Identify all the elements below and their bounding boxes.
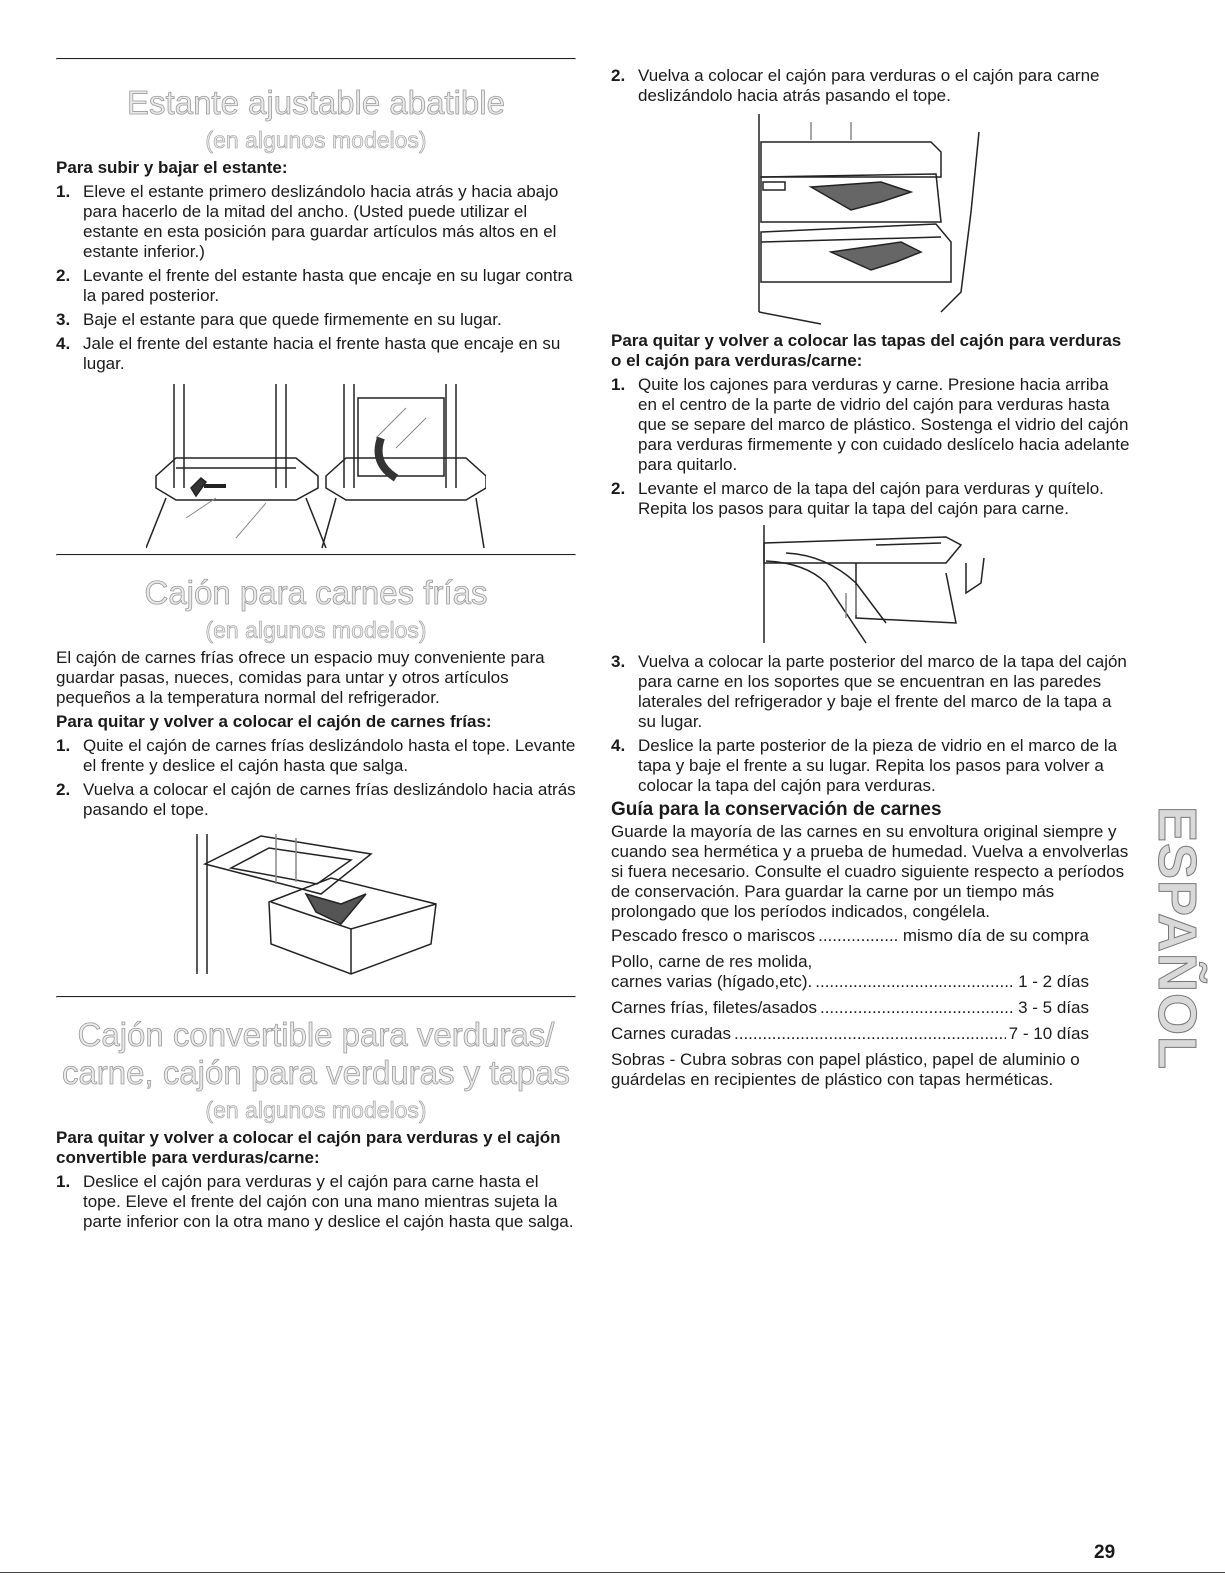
shelf-illustration — [146, 378, 486, 550]
language-side-tab — [1147, 805, 1207, 1071]
covers-steps-part-1 — [611, 375, 1131, 519]
meat-storage-table — [611, 926, 1089, 1044]
step-text: Baje el estante para que quede firmemente en su lugar. — [83, 310, 502, 329]
list-item — [611, 66, 1131, 106]
section-divider — [56, 58, 576, 60]
step-text: Vuelva a colocar el cajón de carnes frías deslizándolo hacia atrás pasando el tope. — [83, 780, 576, 819]
deli-section-title: Cajón para carnes frías — [144, 574, 488, 611]
storage-item-label-prefix: Pollo, carne de res molida, — [611, 952, 813, 971]
list-item — [611, 375, 1131, 475]
section-divider — [56, 554, 576, 556]
deli-instructions-heading: Para quitar y volver a colocar el cajón de carnes frías: — [56, 712, 492, 731]
table-row — [611, 926, 1089, 946]
step-number: 2. — [611, 479, 626, 498]
step-number: 3. — [611, 652, 626, 671]
table-row — [611, 972, 1089, 992]
shelf-steps — [56, 182, 576, 374]
step-text: Deslice el cajón para verduras y el cajón para carne hasta el tope. Eleve el frente del cajón con una mano mientras sujeta la parte inferior con la otra mano y deslice el cajón hasta que salga. — [83, 1172, 574, 1231]
storage-item-label: Pescado fresco o mariscos — [611, 926, 816, 945]
step-text: Levante el frente del estante hasta que encaje en su lugar contra la pared posterior. — [83, 266, 573, 305]
meat-guide-intro: Guarde la mayoría de las carnes en su envoltura original siempre y cuando sea hermética y a prueba de humedad. Vuelva a envolverlas si fuera necesario. Consulte el cuadro siguiente respecto a períodos de conservación. Para guardar la carne por un tiempo más prolongado que los períodos indicados, congélela. — [611, 822, 1129, 921]
deli-drawer-illustration — [191, 824, 441, 984]
storage-item-label: carnes varias (hígado,etc). — [611, 972, 813, 991]
section-divider — [56, 996, 576, 998]
crisper-step-2 — [611, 66, 1131, 106]
step-number: 4. — [56, 334, 71, 353]
list-item — [611, 736, 1131, 796]
page-number: 29 — [1094, 1542, 1116, 1563]
step-number: 2. — [611, 66, 626, 85]
storage-item-label: Carnes curadas — [611, 1024, 732, 1043]
leader-dots — [815, 972, 1015, 992]
crisper-drawers-illustration — [751, 112, 991, 327]
covers-instructions-heading: Para quitar y volver a colocar las tapas del cajón para verduras o el cajón para verduras/carne: — [611, 331, 1122, 370]
list-item — [56, 310, 576, 330]
shelf-section-title: Estante ajustable abatible — [127, 84, 505, 121]
leader-dots — [820, 998, 1015, 1018]
right-column — [611, 66, 1131, 1094]
crisper-section-title-line2: carne, cajón para verduras y tapas — [61, 1054, 571, 1091]
deli-steps — [56, 736, 576, 820]
step-text: Quite los cajones para verduras y carne. Presione hacia arriba en el centro de la parte de vidrio del cajón para verduras hasta que se separe del marco de plástico. Sostenga el vidrio del cajón para verduras firmemente y con cuidado deslícelo hacia adelante para quitarlo. — [638, 375, 1130, 474]
leftovers-note: Sobras - Cubra sobras con papel plástico, papel de aluminio o guárdelas en recipientes de plástico con tapas herméticas. — [611, 1050, 1080, 1089]
table-row — [611, 1024, 1089, 1044]
shelf-instructions-heading: Para subir y bajar el estante: — [56, 158, 288, 177]
crisper-cover-illustration — [756, 523, 986, 648]
storage-time-value: 3 - 5 días — [1018, 998, 1089, 1017]
storage-item-label: Carnes frías, filetes/asados — [611, 998, 817, 1017]
left-column — [56, 58, 576, 1236]
list-item — [56, 334, 576, 374]
step-text: Vuelva a colocar la parte posterior del marco de la tapa del cajón para carne en los soportes que se encuentran en las paredes laterales del refrigerador y baje el frente del marco de la tapa a su lugar. — [638, 652, 1127, 731]
step-number: 4. — [611, 736, 626, 755]
shelf-section-subtitle: (en algunos modelos) — [205, 127, 427, 153]
step-text: Quite el cajón de carnes frías deslizándolo hasta el tope. Levante el frente y deslice el cajón hasta que salga. — [83, 736, 576, 775]
storage-time-value: 7 - 10 días — [1008, 1024, 1089, 1043]
deli-section-subtitle: (en algunos modelos) — [205, 617, 427, 643]
list-item — [56, 736, 576, 776]
step-number: 2. — [56, 266, 71, 285]
step-text: Eleve el estante primero deslizándolo hacia atrás y hacia abajo para hacerlo de la mitad del ancho. (Usted puede utilizar el estante en esta posición para guardar artículos más altos en el estante inferior.) — [83, 182, 559, 261]
step-number: 2. — [56, 780, 71, 799]
list-item — [56, 1172, 576, 1232]
step-number: 1. — [56, 736, 71, 755]
page-bottom-rule — [0, 1572, 1225, 1573]
table-row — [611, 998, 1089, 1018]
step-text: Vuelva a colocar el cajón para verduras o el cajón para carne deslizándolo hacia atrás pasando el tope. — [638, 66, 1100, 105]
covers-steps-part-2 — [611, 652, 1131, 796]
crisper-section-title-line1: Cajón convertible para verduras/ — [77, 1016, 555, 1053]
list-item — [56, 182, 576, 262]
step-number: 1. — [56, 182, 71, 201]
leader-dots — [734, 1024, 1006, 1044]
list-item — [56, 266, 576, 306]
step-number: 1. — [611, 375, 626, 394]
leader-dots — [818, 926, 900, 946]
language-tab-label: ESPAÑOL — [1147, 805, 1207, 1071]
step-number: 1. — [56, 1172, 71, 1191]
step-text: Levante el marco de la tapa del cajón para verduras y quítelo. Repita los pasos para quitar la tapa del cajón para carne. — [638, 479, 1104, 518]
step-text: Deslice la parte posterior de la pieza de vidrio en el marco de la tapa y baje el frente a su lugar. Repita los pasos para volver a colocar la tapa del cajón para verduras. — [638, 736, 1118, 795]
crisper-steps — [56, 1172, 576, 1232]
list-item — [56, 780, 576, 820]
list-item — [611, 479, 1131, 519]
step-text: Jale el frente del estante hacia el frente hasta que encaje en su lugar. — [83, 334, 561, 373]
crisper-section-subtitle: (en algunos modelos) — [205, 1097, 427, 1123]
meat-guide-title: Guía para la conservación de carnes — [611, 799, 942, 820]
step-number: 3. — [56, 310, 71, 329]
list-item — [611, 652, 1131, 732]
storage-time-value: mismo día de su compra — [902, 926, 1089, 945]
deli-intro: El cajón de carnes frías ofrece un espacio muy conveniente para guardar pasas, nueces, comidas para untar y otros artículos pequeños a la temperatura normal del refrigerador. — [56, 648, 545, 707]
storage-time-value: 1 - 2 días — [1018, 972, 1089, 991]
crisper-instructions-heading: Para quitar y volver a colocar el cajón para verduras y el cajón convertible para verduras/carne: — [56, 1128, 561, 1167]
